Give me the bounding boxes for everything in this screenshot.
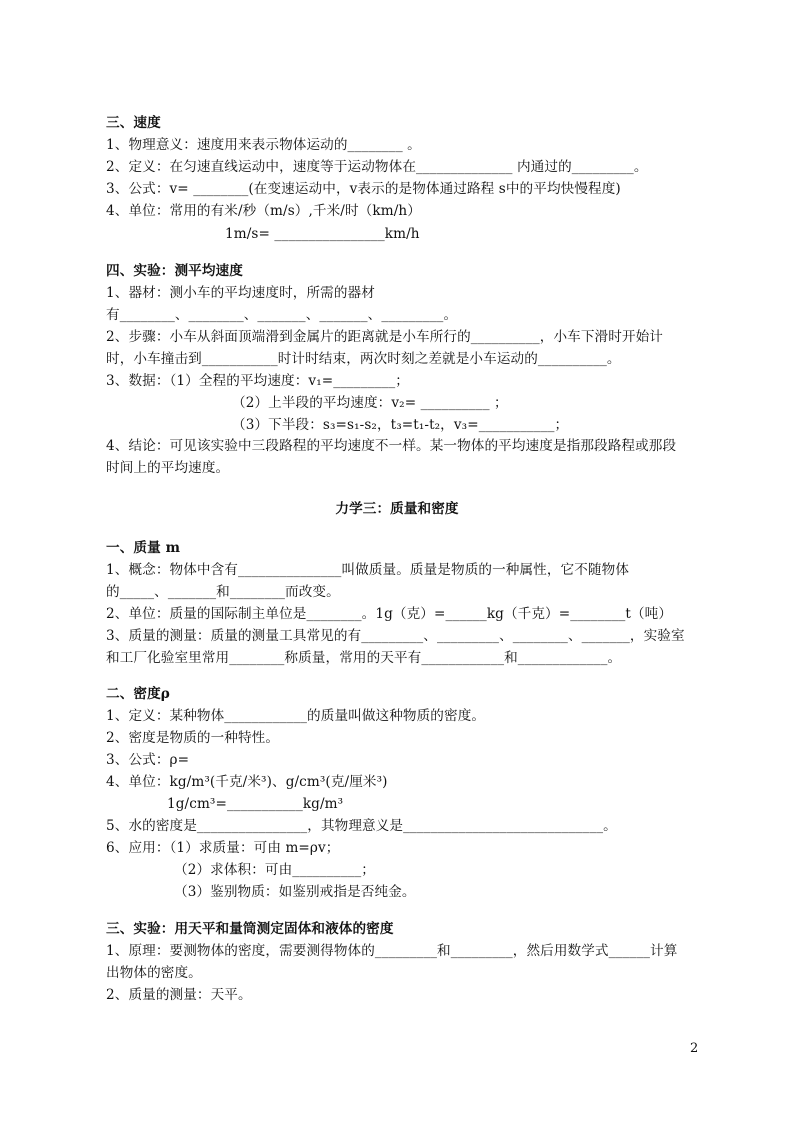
- text-line: （3）下半段：s₃=s₁-s₂，t₃=t₁-t₂，v₃=___________；: [232, 417, 569, 433]
- text-line: 4、结论：可见该实验中三段路程的平均速度不一样。某一物体的平均速度是指那段路程或那段: [106, 438, 677, 454]
- text-line: 和工厂化验室里常用________称质量，常用的天平有____________和_____________。: [106, 650, 622, 666]
- text-line: 4、单位：常用的有米/秒（m/s）,千米/时（km/h）: [106, 203, 421, 219]
- text-line: 1m/s= ________________km/h: [225, 226, 420, 242]
- text-line: 有________、________、_______、_______、_________。: [106, 307, 458, 323]
- text-line: 1g/cm³=___________kg/m³: [167, 796, 344, 812]
- text-line: 3、数据：（1）全程的平均速度：v₁=_________；: [106, 373, 409, 389]
- text-line: （2）求体积：可由__________；: [174, 862, 375, 878]
- text-line: 1、原理：要测物体的密度，需要测得物体的_________和_________，然后用数学式______计算: [106, 943, 678, 959]
- text-line: 时，小车撞击到___________时计时结束，两次时刻之差就是小车运动的__________。: [106, 351, 621, 367]
- text-line: 3、公式：ρ=: [106, 752, 190, 768]
- section-heading-speed: 三、速度: [106, 115, 161, 131]
- text-line: 2、质量的测量：天平。: [106, 987, 252, 1003]
- text-line: 1、概念：物体中含有_______________叫做质量。质量是物质的一种属性，它不随物体: [106, 562, 630, 578]
- text-line: 1、器材：测小车的平均速度时，所需的器材: [106, 285, 375, 301]
- section-heading-mass: 一、质量 m: [106, 540, 181, 556]
- text-line: 2、密度是物质的一种特性。: [106, 730, 280, 746]
- section-heading-density-experiment: 三、实验：用天平和量筒测定固体和液体的密度: [106, 921, 394, 937]
- text-line: （3）鉴别物质：如鉴别戒指是否纯金。: [174, 884, 416, 900]
- page-number: 2: [690, 1041, 699, 1056]
- text-line: 1、定义：某种物体____________的质量叫做这种物质的密度。: [106, 708, 486, 724]
- section-heading-density: 二、密度ρ: [106, 686, 170, 702]
- text-line: 2、单位：质量的国际制主单位是________。1g（克）=______kg（千克）=________t（吨）: [106, 606, 673, 622]
- text-line: 6、应用：（1）求质量：可由 m=ρv；: [106, 840, 340, 856]
- text-line: 5、水的密度是________________，其物理意义是_____________________________。: [106, 818, 617, 834]
- text-line: 3、公式：v= ________(在变速运动中，v表示的是物体通过路程 s中的平均快慢程度): [106, 181, 621, 197]
- text-line: 3、质量的测量：质量的测量工具常见的有_________、_________、________、_______，实验室: [106, 628, 685, 644]
- text-line: （2）上半段的平均速度：v₂= __________ ；: [232, 395, 508, 411]
- text-line: 出物体的密度。: [106, 965, 202, 981]
- section-heading-experiment: 四、实验：测平均速度: [106, 263, 243, 279]
- text-line: 时间上的平均速度。: [106, 460, 230, 476]
- text-line: 1、物理意义：速度用来表示物体运动的________ 。: [106, 137, 421, 153]
- text-line: 2、定义：在匀速直线运动中，速度等于运动物体在______________ 内通过的_________。: [106, 159, 648, 175]
- text-line: 的_____、_______和________而改变。: [106, 584, 340, 600]
- chapter-title: 力学三：质量和密度: [335, 501, 459, 517]
- text-line: 4、单位：kg/m³(千克/米³)、g/cm³(克/厘米³): [106, 774, 388, 790]
- text-line: 2、步骤：小车从斜面顶端滑到金属片的距离就是小车所行的__________，小车下滑时开始计: [106, 329, 663, 345]
